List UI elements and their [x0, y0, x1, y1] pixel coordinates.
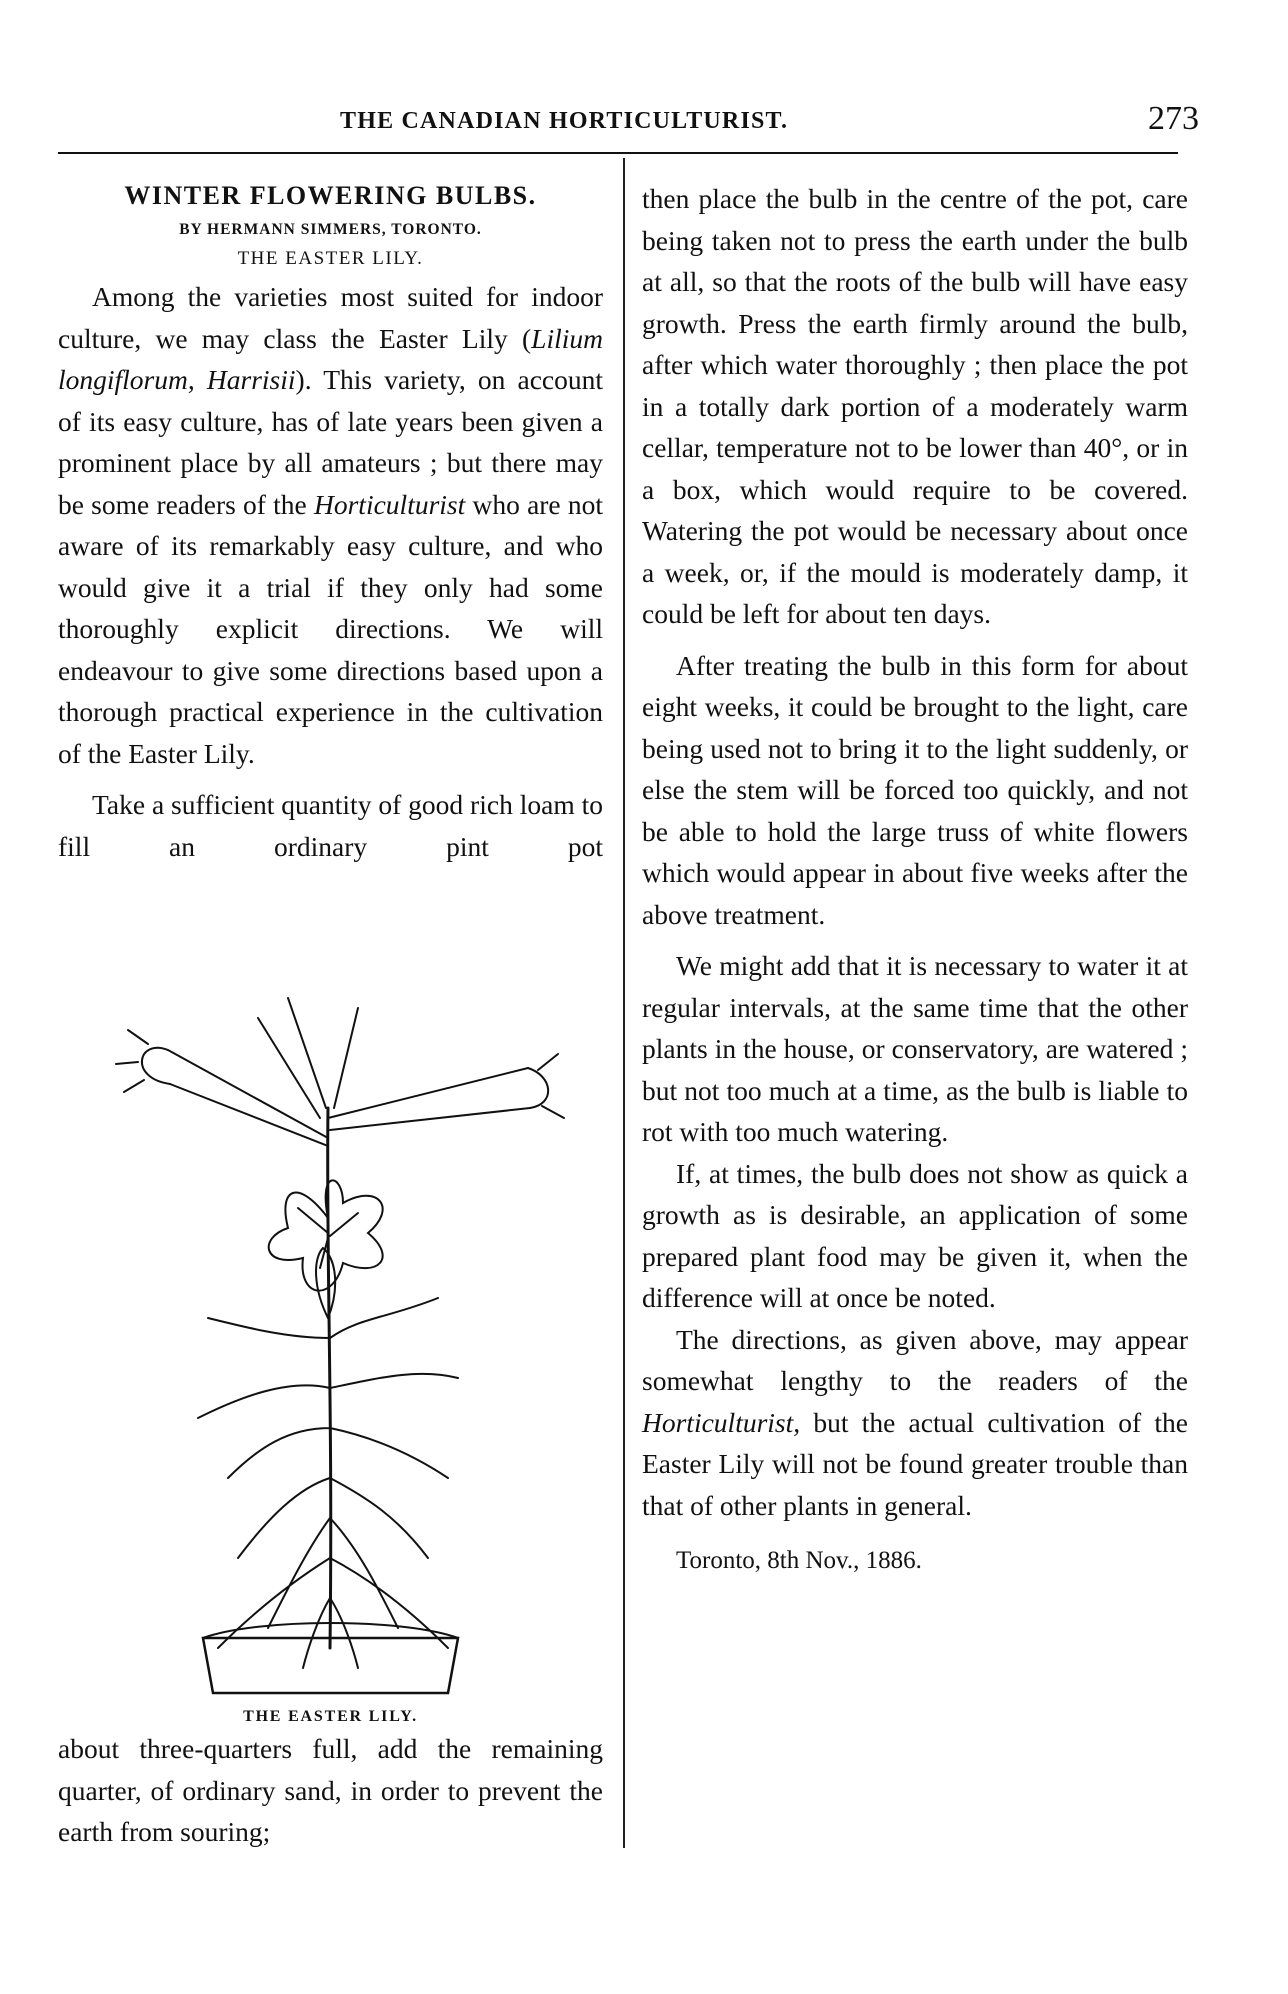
- running-title: THE CANADIAN HORTICULTURIST.: [340, 108, 789, 134]
- paragraph: Take a sufficient quantity of good rich loam to fill an ordinary pint pot: [58, 789, 603, 862]
- signature-dateline: Toronto, 8th Nov., 1886.: [676, 1547, 922, 1574]
- page-number: 273: [1148, 100, 1199, 137]
- subheading: THE EASTER LILY.: [237, 248, 424, 269]
- paragraph: We might add that it is necessary to water it at regular intervals, at the same time that the other plants in the house, or conservatory, are watered ; but not too much at a time, as the bulb is liable to rot with too much watering.: [642, 950, 1188, 1147]
- right-column: [642, 178, 1188, 1582]
- header-rule: [58, 152, 1178, 154]
- left-column-top: [58, 178, 603, 867]
- italic-species: Lilium longiflorum, Harrisii: [58, 322, 603, 395]
- figure-caption: THE EASTER LILY.: [243, 1708, 418, 1725]
- easter-lily-illustration: [58, 958, 603, 1725]
- paragraph: If, at times, the bulb does not show as quick a growth as is desirable, an application of some prepared plant food may be given it, when the difference will at once be noted.: [642, 1157, 1188, 1313]
- lily-drawing: [58, 958, 603, 1698]
- paragraph-continued: about three-quarters full, add the remaining quarter, of ordinary sand, in order to prevent the earth from souring;: [58, 1733, 603, 1847]
- paragraph: After treating the bulb in this form for about eight weeks, it could be brought to the light, care being used not to bring it to the light suddenly, or else the stem will be forced too quickly, and not be able to hold the large truss of white flowers which would appear in about five weeks after the above treatment.: [642, 649, 1188, 930]
- left-column-bottom: [58, 1728, 603, 1853]
- paragraph: Among the varieties most suited for indoor culture, we may class the Easter Lily (Lilium longiflorum, Harrisii). This variety, on account of its easy culture, has of late years been given a prominent place by all amateurs ; but there may be some readers of the Horticulturist who are not aware of its remarkably easy culture, and who would give it a trial if they only had some thoroughly explicit directions. We will endeavour to give some directions based upon a thorough practical experience in the cultivation of the Easter Lily.: [58, 281, 604, 769]
- byline: BY HERMANN SIMMERS, TORONTO.: [179, 221, 482, 238]
- column-divider: [623, 158, 625, 1848]
- article-title: WINTER FLOWERING BULBS.: [124, 181, 537, 210]
- page-header: [0, 100, 1288, 140]
- paragraph: then place the bulb in the centre of the pot, care being taken not to press the earth under the bulb at all, so that the roots of the bulb will have easy growth. Press the earth firmly around the bulb, after which water thoroughly ; then place the pot in a totally dark portion of a moderately warm cellar, temperature not to be lower than 40°, or in a box, which would require to be covered. Watering the pot would be necessary about once a week, or, if the mould is moderately damp, it could be left for about ten days.: [642, 183, 1188, 629]
- italic-journal: Horticulturist: [314, 488, 466, 520]
- paragraph: The directions, as given above, may appear somewhat lengthy to the readers of the Horticulturist, but the actual cultivation of the Easter Lily will not be found greater trouble than that of other plants in general.: [642, 1323, 1188, 1521]
- italic-journal: Horticulturist,: [642, 1406, 801, 1438]
